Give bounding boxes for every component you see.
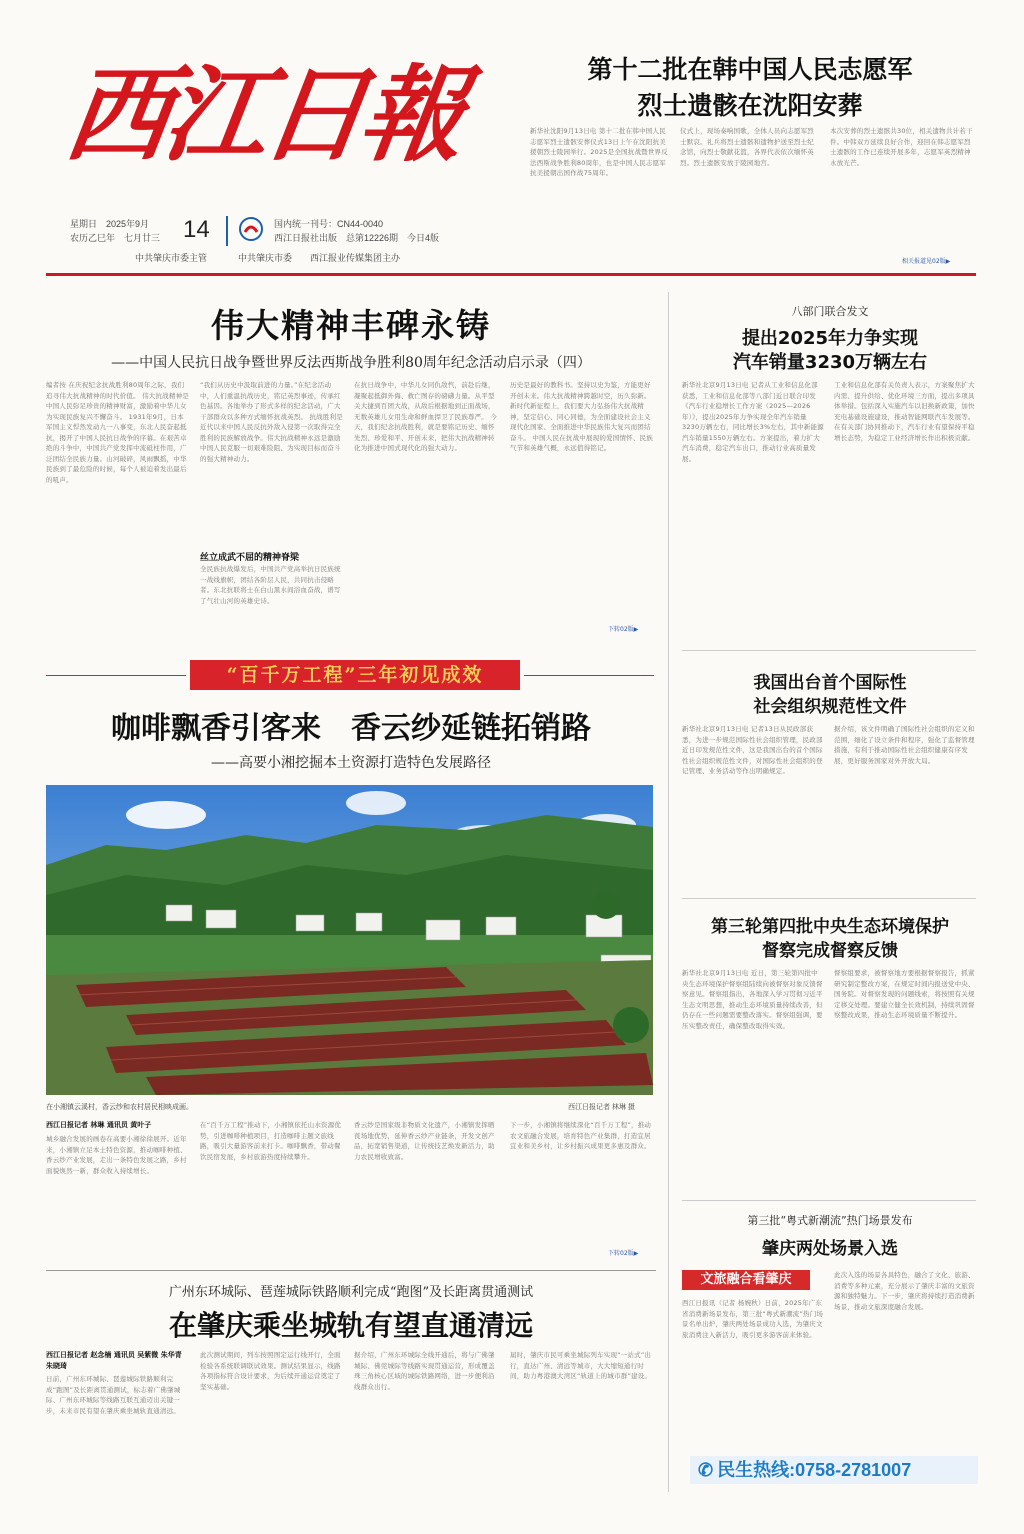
coffee-continue-link[interactable]: 下转02版▶ [608, 1250, 639, 1257]
lead-text-col4: 历史是最好的教科书。坚持以史为鉴，方能更好开创未来。伟大抗战精神跨越时空，历久弥新。新时代新征程上，我们要大力弘扬伟大抗战精神，坚定信心、同心同德，为全面建设社会主义现代化国家、全面推进中华民族伟大复兴而团结奋斗。 中国人民在抗战中展现的爱国情怀、民族气节和英雄气概，永远值得铭记。 [510, 381, 653, 452]
lead-continue-link[interactable]: 下转02版▶ [608, 626, 639, 633]
eco-title-1[interactable]: 第三轮第四批中央生态环境保护 [711, 917, 949, 937]
eco-text-col2: 督察组要求，被督察地方要根据督察报告，抓紧研究制定整改方案，在规定时间内报送党中央、国务院。对督察发现的问题线索，将按照有关规定移交处理。要建立健全长效机制，持续巩固督察整改成果，推动生态环境质量不断提升。 [834, 969, 975, 1019]
culture-tourism-tag: 文旅融合看肇庆 [682, 1270, 810, 1290]
auto-text-col2: 工业和信息化部有关负责人表示，方案聚焦扩大内需、提升供给、优化环境三方面，提出多项具体举措。包括深入实施汽车以旧换新政策，加快充电基础设施建设，推动智能网联汽车发展等。在有关部门协同推动下，汽车行业有望保持平稳增长态势，为稳定工业经济增长作出积极贡献。 [834, 381, 975, 442]
paper-emblem-icon [238, 216, 264, 242]
rail-rule-1 [682, 650, 976, 651]
top-story-continue-link[interactable]: 相关报道见02版▶ [902, 258, 951, 265]
hotline-text: 民生热线:0758-2781007 [717, 1460, 912, 1480]
scene-text-col1: 西江日报讯（记者 杨婉秋）日前，2025年广东省消费新场景发布，第三批“粤式新潮流”热门场景名单出炉，肇庆两处场景成功入选，为肇庆文旅消费注入新活力，吸引更多游客前来体验。 [682, 1299, 824, 1339]
hotline-banner[interactable] [690, 1456, 978, 1484]
band-rule-right [524, 675, 654, 676]
page-number: 14 [183, 216, 210, 243]
lead-text-col1: 编者按 在庆祝纪念抗战胜利80周年之际，我们追寻伟大抗战精神的时代价值。 伟大抗战精神是中国人民弥足珍贵的精神财富，激励着中华儿女为实现民族复兴不懈奋斗。 1931年9月，日本军国主义悍然发动九一八事变，东北人民奋起抵抗，揭开了中国人民抗日战争的序幕。在艰苦卓绝的斗争中，中国共产党发挥中流砥柱作用，广泛团结全民族力量。山河破碎，风雨飘摇，中华民族到了最危险的时候，每个人被迫着发出最后的吼声。 [46, 381, 189, 484]
sponsor-right: 西江报业传媒集团主办 [310, 253, 401, 263]
coffee-text-col3: 香云纱是国家级非物质文化遗产，小湘镇发挥晒莨场地优势，延伸香云纱产业链条，开发文创产品，拓宽销售渠道，让传统技艺焕发新活力，助力农民增收致富。 [354, 1121, 495, 1161]
eco-text-col1: 新华社北京9月13日电 近日，第三轮第四批中央生态环境保护督察组陆续向被督察对象反馈督察意见。督察组指出，各地深入学习贯彻习近平生态文明思想，推动生态环境质量持续改善，但仍存在一些问题需要整改落实。督察组强调，要压实整改责任，确保整改取得实效。 [682, 969, 823, 1030]
org-title-2[interactable]: 社会组织规范性文件 [753, 697, 907, 717]
bottom-kicker: 广州东环城际、琶莲城际铁路顺利完成“跑图”及长距离贯通测试 [168, 1285, 534, 1300]
coffee-text-col2: 在“百千万工程”推动下，小湘镇依托山水资源优势，引进咖啡种植项目，打造咖啡主题文旅线路，吸引大量游客前来打卡。咖啡飘香，带动餐饮民宿发展，乡村旅游热度持续攀升。 [200, 1121, 342, 1161]
auto-kicker: 八部门联合发文 [791, 305, 869, 318]
top-story-text-col3: 本次安葬的烈士遗骸共30位，相关遗物共计若干件。中韩双方延续良好合作，迎回在韩志愿军烈士遗骸的工作已连续开展多年，志愿军英烈精神永放光芒。 [830, 127, 973, 167]
scene-title[interactable]: 肇庆两处场景入选 [762, 1239, 898, 1259]
bottom-byline: 西江日报记者 赵念楠 通讯员 吴紫微 朱华青 朱晓琦 [46, 1351, 182, 1370]
bottom-text-col1: 日前，广州东环城际、琶莲城际铁路顺利完成“跑图”及长距离贯通测试，标志着广佛肇城际、广州东环城际等线路互联互通迈出关键一步，未来市民有望在肇庆乘坐城轨直通清远。 [46, 1375, 181, 1415]
masthead-rule [46, 273, 976, 276]
auto-title-2[interactable]: 汽车销量3230万辆左右 [732, 352, 928, 373]
cn-number: 国内统一刊号：CN44-0040 [274, 219, 384, 229]
coffee-title[interactable]: 咖啡飘香引客来 香云纱延链拓销路 [111, 711, 591, 746]
publisher-line: 西江日报社出版 总第12226期 今日4版 [274, 233, 440, 243]
auto-text-col1: 新华社北京9月13日电 记者从工业和信息化部获悉，工业和信息化部等八部门近日联合印发《汽车行业稳增长工作方案（2025—2026年）》，提出2025年力争实现全年汽车销量3230万辆左右，同比增长3%左右，其中新能源汽车销量1550万辆左右。方案提出，着力扩大汽车消费，稳定汽车出口，推动行业高质量发展。 [682, 381, 824, 463]
coffee-subtitle: ——高要小湘挖掘本土资源打造特色发展路径 [211, 755, 491, 771]
newspaper-logo: 西江日報 [58, 53, 468, 176]
scene-kicker: 第三批“粤式新潮流”热门场景发布 [747, 1214, 913, 1227]
bottom-text-col4: 届时，肇庆市民可乘坐城际列车实现“一站式”出行，直达广州、清远等城市，大大缩短通行时间，助力粤港澳大湾区“轨道上的城市群”建设。 [510, 1351, 652, 1380]
eco-title-2[interactable]: 督察完成督察反馈 [762, 941, 898, 961]
org-text-col1: 新华社北京9月13日电 记者13日从民政部获悉，为进一步规范国际性社会组织管理，民政部近日印发规范性文件，这是我国出台的首个国际性社会组织规范性文件，对国际性社会组织的登记管理、业务活动等作出明确规定。 [682, 725, 823, 775]
date-line-1: 星期日 2025年9月 [70, 219, 150, 229]
bottom-text-col3: 据介绍，广州东环城际全线开通后，将与广佛肇城际、佛莞城际等线路实现贯通运营，形成覆盖珠三角核心区域的城际铁路网络，进一步便利沿线群众出行。 [354, 1351, 495, 1391]
lead-text-col3: 在抗日战争中，中华儿女同仇敌忾，前赴后继，凝聚起抵御外侮、救亡图存的磅礴力量。从平型关大捷到百团大战，从敌后根据地到正面战场，无数英雄儿女用生命和鲜血捍卫了民族尊严。 今天，我们纪念抗战胜利，就是要铭记历史、缅怀先烈、珍爱和平、开创未来，把伟大抗战精神转化为推进中国式现代化的强大动力。 [354, 381, 497, 452]
date-line-2: 农历乙巳年 七月廿三 [70, 233, 161, 243]
auto-title-1[interactable]: 提出2025年力争实现 [741, 328, 919, 349]
scene-text-col2: 此次入选的场景各具特色，融合了文化、旅游、消费等多种元素，充分展示了肇庆丰富的文旅资源和独特魅力。下一步，肇庆将持续打造消费新场景，推动文旅深度融合发展。 [834, 1271, 975, 1311]
rural-landscape-photo [46, 785, 653, 1095]
coffee-byline: 西江日报记者 林琳 通讯员 黄叶子 [46, 1121, 152, 1129]
top-story-title-1[interactable]: 第十二批在韩中国人民志愿军 [587, 55, 913, 84]
org-title-1[interactable]: 我国出台首个国际性 [753, 673, 907, 693]
bottom-text-col2: 此次测试期间，列车按照图定运行线开行，全面检验各系统联调联试效果。测试结果显示，线路各项指标符合设计要求，为后续开通运营奠定了坚实基础。 [200, 1351, 341, 1391]
bottom-title[interactable]: 在肇庆乘坐城轨有望直通清远 [168, 1309, 533, 1342]
lead-subtitle: ——中国人民抗日战争暨世界反法西斯战争胜利80周年纪念活动启示录（四） [111, 355, 591, 371]
top-story-text-col2: 仪式上，现场奏响国歌，全体人员向志愿军烈士默哀。礼兵将烈士遗骸和遗物护送至烈士纪念馆，向烈士敬献花篮，各界代表依次缅怀英烈。烈士遗骸安放于陵园地宫。 [680, 127, 814, 167]
org-text-col2: 据介绍，该文件明确了国际性社会组织的定义和范围，细化了设立条件和程序，强化了监督管理措施，有利于推动国际性社会组织健康有序发展，更好服务国家对外开放大局。 [834, 725, 975, 765]
special-band: “百千万工程”三年初见成效 [190, 660, 520, 690]
coffee-text-col1: 城乡融合发展的画卷在高要小湘徐徐展开。近年来，小湘镇立足本土特色资源，推动咖啡种植、香云纱产业发展，走出一条特色发展之路，乡村面貌焕然一新，群众收入持续增长。 [46, 1135, 187, 1175]
lead-subhead: 丝立成武不屈的精神脊梁 [200, 553, 300, 563]
rail-rule-3 [682, 1200, 976, 1201]
top-story-title-2[interactable]: 烈士遗骸在沈阳安葬 [637, 91, 863, 120]
lead-text-col2: “我们从历史中汲取前进的力量。”在纪念活动中，人们重温抗战历史，铭记英烈事迹，传承红色基因。各地举办了形式多样的纪念活动，广大干部群众以多种方式缅怀抗战英烈。 抗战胜利是近代以来中国人民反抗外敌入侵第一次取得完全胜利的民族解放战争。伟大抗战精神永远是激励中国人民克服一切艰难险阻、为实现目标而奋斗的强大精神动力。 [200, 381, 343, 463]
photo-caption: 在小湘镇云溪村，香云纱和农村居民相映成画。 [46, 1104, 193, 1111]
sponsor-left: 中共肇庆市委主管 [135, 253, 208, 263]
column-divider [668, 292, 669, 1492]
band-rule-left [46, 675, 186, 676]
bottom-rule [46, 1270, 656, 1271]
sponsor-mid: 中共肇庆市委 [238, 253, 293, 263]
phone-icon: ✆ [698, 1460, 714, 1480]
masthead-divider [226, 216, 228, 246]
top-story-text-col1: 新华社沈阳9月13日电 第十二批在韩中国人民志愿军烈士遗骸安葬仪式13日上午在沈阳抗美援朝烈士陵园举行。2025是全国抗战暨世界反法西斯战争胜利80周年，也是中国人民志愿军抗美援朝出国作战75周年。 [530, 127, 668, 177]
lead-title[interactable]: 伟大精神丰碑永铸 [211, 306, 491, 345]
coffee-text-col4: 下一步，小湘镇将继续深化“百千万工程”，推动农文旅融合发展，培育特色产业集群，打造宜居宜业和美乡村，让乡村振兴成果更多惠及群众。 [510, 1121, 652, 1150]
rail-rule-2 [682, 898, 976, 899]
lead-text-col2b: 全民族抗战爆发后，中国共产党高举抗日民族统一战线旗帜，团结各阶层人民，共同抗击侵略者。东北抗联将士在白山黑水间浴血奋战，谱写了气壮山河的英雄史诗。 [200, 565, 341, 605]
photo-credit: 西江日报记者 林琳 摄 [568, 1104, 635, 1111]
